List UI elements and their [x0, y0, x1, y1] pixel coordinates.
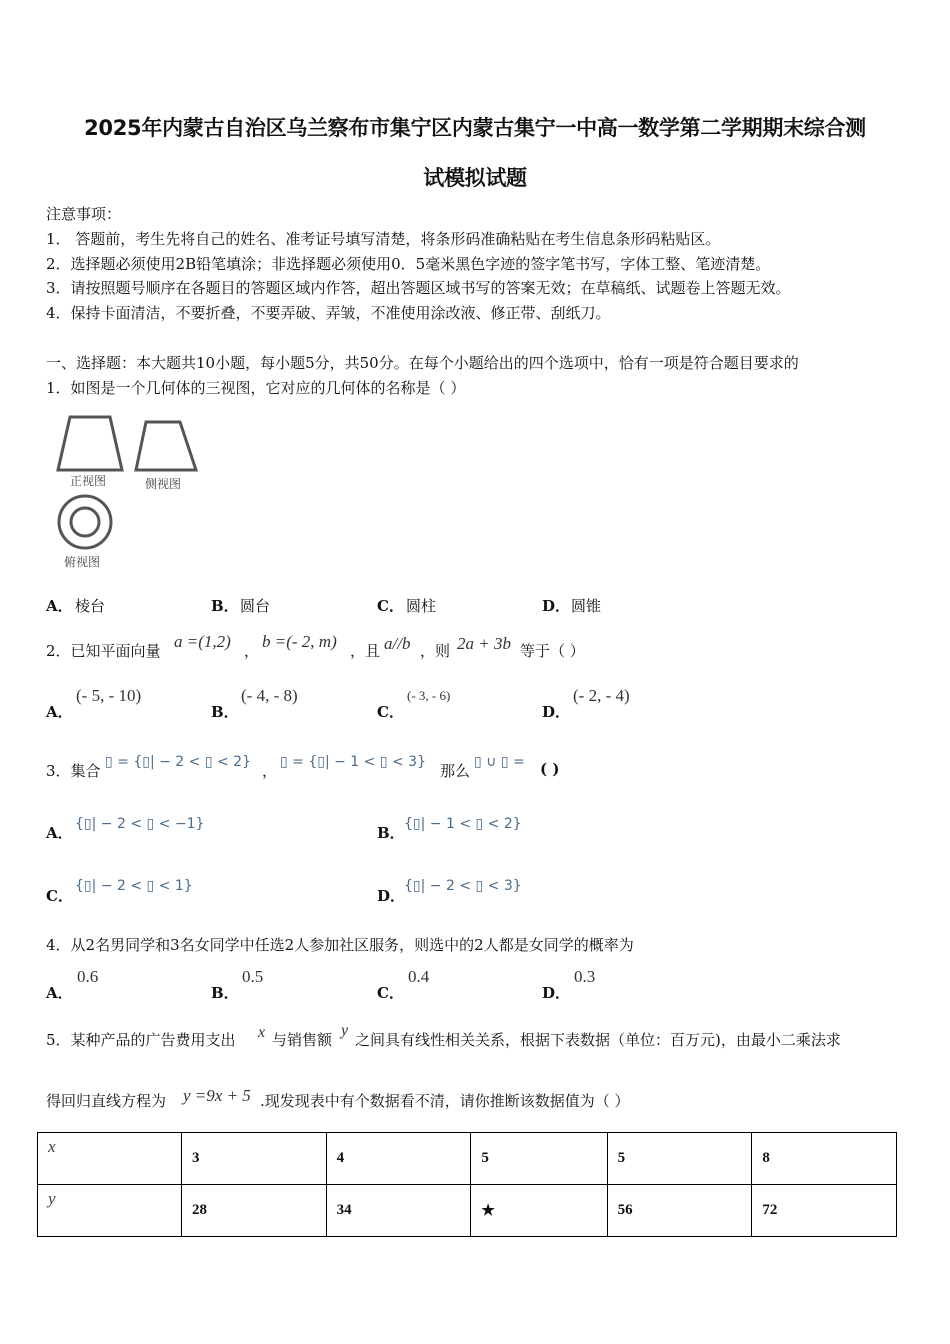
- q4-option-d-letter[interactable]: D．: [542, 984, 571, 1002]
- q1-option-d-letter[interactable]: D．: [542, 597, 571, 615]
- question-5-part-2: 与销售额: [272, 1031, 333, 1049]
- q2-option-a-value[interactable]: (- 5, - 10): [76, 686, 142, 705]
- q3-option-d-letter[interactable]: D．: [377, 887, 406, 905]
- q3-option-a-letter[interactable]: A．: [46, 824, 73, 842]
- vector-expression: 2a + 3b: [457, 634, 511, 653]
- q1-option-b-letter[interactable]: B．: [211, 597, 239, 615]
- vector-b-definition: b =(- 2, m): [262, 632, 337, 651]
- three-view-figure: [50, 412, 210, 572]
- top-view-outer-circle: [59, 496, 111, 548]
- table-cell: 3: [182, 1133, 327, 1185]
- q1-option-b-text[interactable]: 圆台: [240, 597, 271, 615]
- front-view-label: 正视图: [70, 474, 107, 488]
- q4-option-a-letter[interactable]: A．: [46, 984, 73, 1002]
- table-cell: 5: [607, 1133, 752, 1185]
- q2-and: ，且: [350, 642, 381, 660]
- table-cell-unknown: ★: [471, 1185, 607, 1237]
- q3-suffix: ( ): [540, 760, 560, 778]
- q2-option-c-value[interactable]: (- 3, - 6): [407, 688, 451, 703]
- data-table: [37, 1132, 897, 1237]
- question-5-line-2-start: 得回归直线方程为: [46, 1092, 167, 1110]
- q4-option-a-value[interactable]: 0.6: [77, 967, 99, 986]
- q1-option-a-letter[interactable]: A．: [46, 597, 73, 615]
- table-cell: 5: [471, 1133, 607, 1185]
- table-header-y: y: [38, 1185, 182, 1237]
- q1-option-c-text[interactable]: 圆柱: [406, 597, 437, 615]
- set-b-definition: ▯ = {▯| − 1 < ▯ < 3}: [280, 754, 426, 770]
- q2-option-b-letter[interactable]: B．: [211, 703, 239, 721]
- question-5-part-3: 之间具有线性相关关系，根据下表数据（单位：百万元)，由最小二乘法求: [355, 1031, 841, 1049]
- q2-option-d-letter[interactable]: D．: [542, 703, 571, 721]
- q3-option-c-value[interactable]: {▯| − 2 < ▯ < 1}: [75, 878, 193, 894]
- note-item-3: 3．请按照题号顺序在各题目的答题区域内作答，超出答题区域书写的答案无效；在草稿纸、试题卷上答题无效。: [46, 279, 791, 297]
- q2-option-c-letter[interactable]: C．: [377, 703, 404, 721]
- table-cell: 34: [326, 1185, 471, 1237]
- question-1-text: 1．如图是一个几何体的三视图，它对应的几何体的名称是（ ）: [46, 379, 466, 397]
- section-heading: 一、选择题：本大题共10小题，每小题5分，共50分。在每个小题给出的四个选项中，恰有一项是符合题目要求的: [46, 354, 799, 372]
- q3-then: 那么: [440, 762, 471, 780]
- table-cell: 4: [326, 1133, 471, 1185]
- parallel-condition: a//b: [384, 634, 411, 653]
- vector-a-definition: a =(1,2): [174, 632, 231, 651]
- variable-y: y: [341, 1022, 349, 1039]
- document-title-line-1: 2025年内蒙古自治区乌兰察布市集宁区内蒙古集宁一中高一数学第二学期期末综合测: [84, 116, 866, 140]
- q2-suffix: 等于（ ）: [520, 642, 585, 660]
- q4-option-c-value[interactable]: 0.4: [408, 967, 430, 986]
- q3-option-b-letter[interactable]: B．: [377, 824, 405, 842]
- q3-option-a-value[interactable]: {▯| − 2 < ▯ < −1}: [75, 816, 205, 832]
- q2-option-a-letter[interactable]: A．: [46, 703, 73, 721]
- notes-heading: 注意事项：: [46, 205, 122, 223]
- table-row-y: [38, 1185, 897, 1237]
- q4-option-b-value[interactable]: 0.5: [242, 967, 264, 986]
- q4-option-c-letter[interactable]: C．: [377, 984, 404, 1002]
- table-cell: 8: [752, 1133, 897, 1185]
- q2-then: ，则: [420, 642, 451, 660]
- variable-x: x: [258, 1024, 266, 1041]
- question-4-text: 4．从2名男同学和3名女同学中任选2人参加社区服务，则选中的2人都是女同学的概率为: [46, 936, 634, 954]
- q1-option-a-text[interactable]: 棱台: [75, 597, 106, 615]
- question-5-line-2-end: .现发现表中有个数据看不清，请你推断该数据值为（ ）: [260, 1092, 630, 1110]
- q3-option-b-value[interactable]: {▯| − 1 < ▯ < 2}: [404, 816, 522, 832]
- set-union-expression: ▯ ∪ ▯ =: [474, 754, 525, 770]
- q1-option-c-letter[interactable]: C．: [377, 597, 404, 615]
- table-cell: 72: [752, 1185, 897, 1237]
- question-2-prefix: 2．已知平面向量: [46, 642, 161, 660]
- document-title-line-2: 试模拟试题: [423, 166, 527, 190]
- note-item-4: 4．保持卡面清洁，不要折叠，不要弄破、弄皱，不准使用涂改液、修正带、刮纸刀。: [46, 304, 611, 322]
- table-header-x: x: [38, 1133, 182, 1185]
- q3-option-d-value[interactable]: {▯| − 2 < ▯ < 3}: [404, 878, 522, 894]
- note-item-1: 1． 答题前，考生先将自己的姓名、准考证号填写清楚，将条形码准确粘贴在考生信息条形码粘贴区。: [46, 230, 721, 248]
- q3-option-c-letter[interactable]: C．: [46, 887, 73, 905]
- set-a-definition: ▯ = {▯| − 2 < ▯ < 2}: [105, 754, 251, 770]
- question-3-prefix: 3．集合: [46, 762, 101, 780]
- top-view-inner-circle: [71, 508, 99, 536]
- q2-comma: ，: [244, 642, 260, 660]
- q4-option-d-value[interactable]: 0.3: [574, 967, 596, 986]
- table-cell: 28: [182, 1185, 327, 1237]
- q4-option-b-letter[interactable]: B．: [211, 984, 239, 1002]
- top-view-label: 俯视图: [64, 555, 101, 569]
- q1-option-d-text[interactable]: 圆锥: [571, 597, 602, 615]
- table-row-x: [38, 1133, 897, 1185]
- note-item-2: 2．选择题必须使用2B铅笔填涂；非选择题必须使用0．5毫米黑色字迹的签字笔书写，字体工整、笔迹清楚。: [46, 255, 771, 273]
- front-view-trapezoid: [58, 417, 122, 470]
- table-cell: 56: [607, 1185, 752, 1237]
- regression-equation: y =9x + 5: [183, 1086, 251, 1105]
- question-5-part-1: 5．某种产品的广告费用支出: [46, 1031, 236, 1049]
- q3-comma: ，: [262, 762, 278, 780]
- side-view-label: 侧视图: [145, 477, 182, 491]
- q2-option-d-value[interactable]: (- 2, - 4): [573, 686, 630, 705]
- side-view-trapezoid: [136, 422, 196, 470]
- q2-option-b-value[interactable]: (- 4, - 8): [241, 686, 298, 705]
